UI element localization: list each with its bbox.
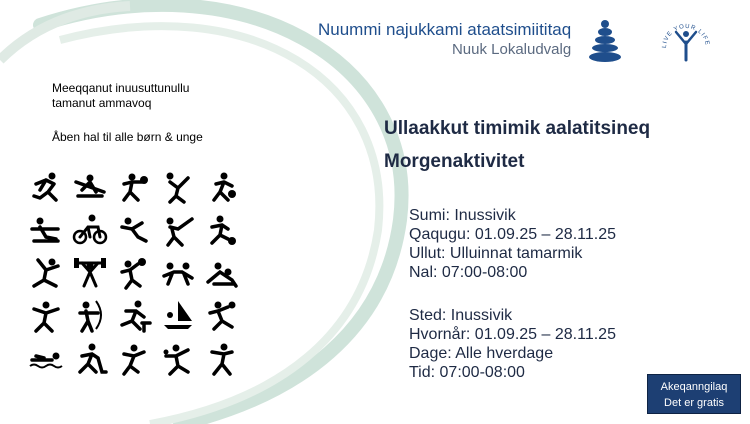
- org-header: [318, 20, 571, 60]
- free-badge: [647, 374, 741, 414]
- info-da-place: Sted: Inussivik: [409, 307, 513, 324]
- info-kl-days: Ullut: Ulluinnat tamarmik: [409, 245, 583, 262]
- archery-icon: [72, 299, 108, 333]
- fencing-icon: [160, 213, 196, 247]
- info-da-days: Dage: Alle hverdage: [409, 345, 554, 362]
- karate-icon: [28, 299, 64, 333]
- logo-arc-text: LIVE YOUR LIFE: [661, 23, 710, 49]
- tennis-icon: [116, 342, 152, 376]
- boxing-icon: [116, 170, 152, 204]
- title-da: Morgenaktivitet: [384, 151, 525, 172]
- org-subtitle: Nuuk Lokaludvalg: [451, 41, 572, 58]
- badminton-icon: [160, 170, 196, 204]
- info-kl-place: Sumi: Inussivik: [409, 207, 516, 224]
- badge-line-da: Det er gratis: [664, 397, 724, 409]
- basketball-icon: [204, 170, 240, 204]
- info-block-da: [409, 306, 616, 382]
- info-da-dates: Hvornår: 01.09.25 – 28.11.25: [409, 326, 616, 343]
- hockey-icon: [72, 342, 108, 376]
- cycling-icon: [72, 213, 108, 247]
- judo-icon: [204, 256, 240, 290]
- info-kl-dates: Qaqugu: 01.09.25 – 28.11.25: [409, 226, 616, 243]
- hurdles-icon: [116, 299, 152, 333]
- info-da-time: Tid: 07:00-08:00: [409, 364, 525, 381]
- football-icon: [204, 213, 240, 247]
- intro-kl: Meeqqanut inuusuttunullu tamanut ammavoq: [52, 81, 190, 110]
- swimming-icon: [28, 342, 64, 376]
- running-icon: [28, 170, 64, 204]
- org-name: Nuummi najukkami ataatsimiititaq: [318, 20, 572, 39]
- rowing-icon: [72, 170, 108, 204]
- diving-icon: [116, 213, 152, 247]
- info-block-kl: [409, 206, 616, 282]
- intro-text: [52, 81, 222, 164]
- wrestling-icon: [160, 256, 196, 290]
- gymnastics-icon: [28, 213, 64, 247]
- info-kl-time: Nal: 07:00-08:00: [409, 264, 528, 281]
- title-kl: Ullaakkut timimik aalatitsineq: [384, 118, 651, 139]
- sailing-icon: [160, 299, 196, 333]
- weightlifting-icon: [72, 256, 108, 290]
- stone-cairn-logo: [588, 18, 622, 64]
- dance-icon: [28, 256, 64, 290]
- intro-da: Åben hal til alle børn & unge: [52, 130, 203, 144]
- volleyball-icon: [116, 256, 152, 290]
- jumping-icon: [204, 342, 240, 376]
- handball-icon: [204, 299, 240, 333]
- live-your-life-logo: [658, 14, 714, 70]
- badge-line-kl: Akeqanngilaq: [660, 381, 728, 393]
- table-tennis-icon: [160, 342, 196, 376]
